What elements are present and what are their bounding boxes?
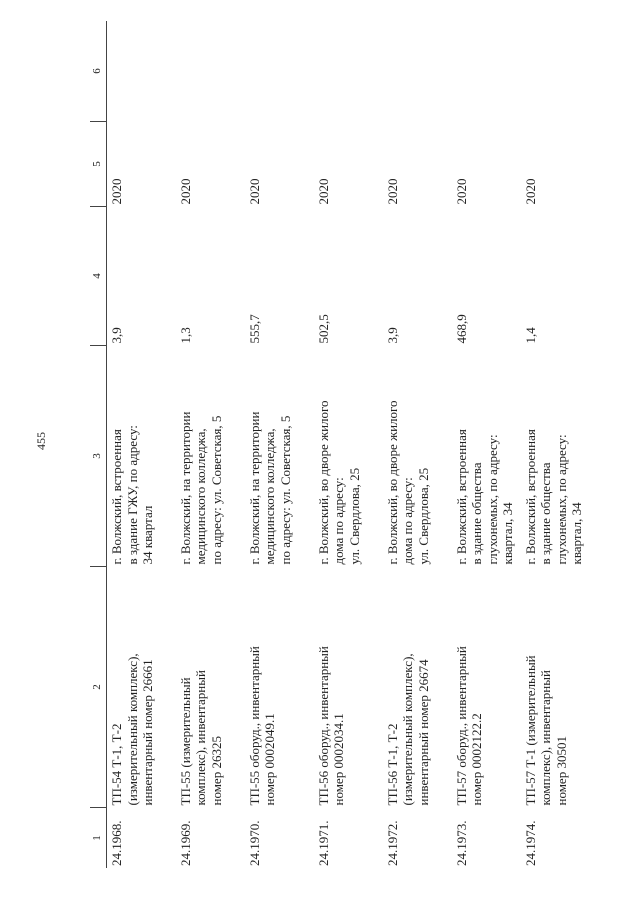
object-col6 <box>383 21 452 122</box>
object-name: ТП-55 (измерительный комплекс), инвентарный номер 26325 <box>177 670 224 806</box>
row-number: 24.1969. <box>177 820 193 866</box>
property-table <box>90 21 590 868</box>
object-area: 1,3 <box>177 327 193 344</box>
object-area: 3,9 <box>384 327 400 344</box>
object-address: г. Волжский, встроенная в здание общества глухонемых, по адресу: квартал, 34 <box>522 429 585 565</box>
object-year: 2020 <box>315 178 331 205</box>
object-area: 1,4 <box>522 327 538 344</box>
row-number: 24.1970. <box>246 820 262 866</box>
row-number: 24.1974. <box>522 820 538 866</box>
object-col6 <box>176 21 245 122</box>
row-number: 24.1972. <box>384 820 400 866</box>
object-name: ТП-56 оборуд., инвентарный номер 0002034.1 <box>315 646 347 806</box>
column-header-6: 6 <box>90 21 107 122</box>
object-year: 2020 <box>384 178 400 205</box>
object-area: 555,7 <box>246 314 262 344</box>
object-year: 2020 <box>453 178 469 205</box>
rotated-page-content <box>90 26 630 868</box>
object-name: ТП-57 оборуд., инвентарный номер 0002122.2 <box>453 646 485 806</box>
column-number-row <box>90 21 107 868</box>
object-name: ТП-56 Т-1, Т-2 (измерительный комплекс), инвентарный номер 26674 <box>384 653 431 806</box>
object-name: ТП-55 оборуд., инвентарный номер 0002049.1 <box>246 646 278 806</box>
object-address: г. Волжский, во дворе жилого дома по адресу: ул. Свердлова, 25 <box>315 400 362 565</box>
object-col6 <box>107 21 176 122</box>
object-col6 <box>314 21 383 122</box>
table-row <box>452 21 521 868</box>
object-year: 2020 <box>177 178 193 205</box>
object-name: ТП-57 Т-1 (измерительный комплекс), инвентарный номер 30501 <box>522 655 569 806</box>
column-header-5: 5 <box>90 122 107 207</box>
object-address: г. Волжский, встроенная в здание общества глухонемых, по адресу: квартал, 34 <box>453 429 516 565</box>
row-number: 24.1971. <box>315 820 331 866</box>
object-area: 468,9 <box>453 314 469 344</box>
row-number: 24.1973. <box>453 820 469 866</box>
object-address: г. Волжский, на территории медицинского колледжа, по адресу: ул. Советская, 5 <box>177 411 224 565</box>
object-col6 <box>245 21 314 122</box>
object-area: 3,9 <box>109 327 124 344</box>
object-col6 <box>521 21 590 122</box>
table-row <box>383 21 452 868</box>
object-name: ТП-54 Т-1, Т-2 (измерительный комплекс), инвентарный номер 26661 <box>109 653 156 806</box>
table-row <box>176 21 245 868</box>
object-year: 2020 <box>109 178 124 205</box>
object-col6 <box>452 21 521 122</box>
object-area: 502,5 <box>315 314 331 344</box>
object-address: г. Волжский, на территории медицинского колледжа, по адресу: ул. Советская, 5 <box>246 411 293 565</box>
row-number: 24.1968. <box>109 820 124 866</box>
table-row <box>107 21 176 868</box>
object-address: г. Волжский, во дворе жилого дома по адресу: ул. Свердлова, 25 <box>384 400 431 565</box>
object-address: г. Волжский, встроенная в здание ГЖУ, по адресу: 34 квартал <box>109 425 156 565</box>
table-row <box>245 21 314 868</box>
column-header-4: 4 <box>90 207 107 346</box>
object-year: 2020 <box>522 178 538 205</box>
column-header-3: 3 <box>90 346 107 567</box>
column-header-2: 2 <box>90 567 107 808</box>
page-number: 455 <box>34 432 48 450</box>
column-header-1: 1 <box>90 808 107 869</box>
table-row <box>521 21 590 868</box>
table-row <box>314 21 383 868</box>
object-year: 2020 <box>246 178 262 205</box>
